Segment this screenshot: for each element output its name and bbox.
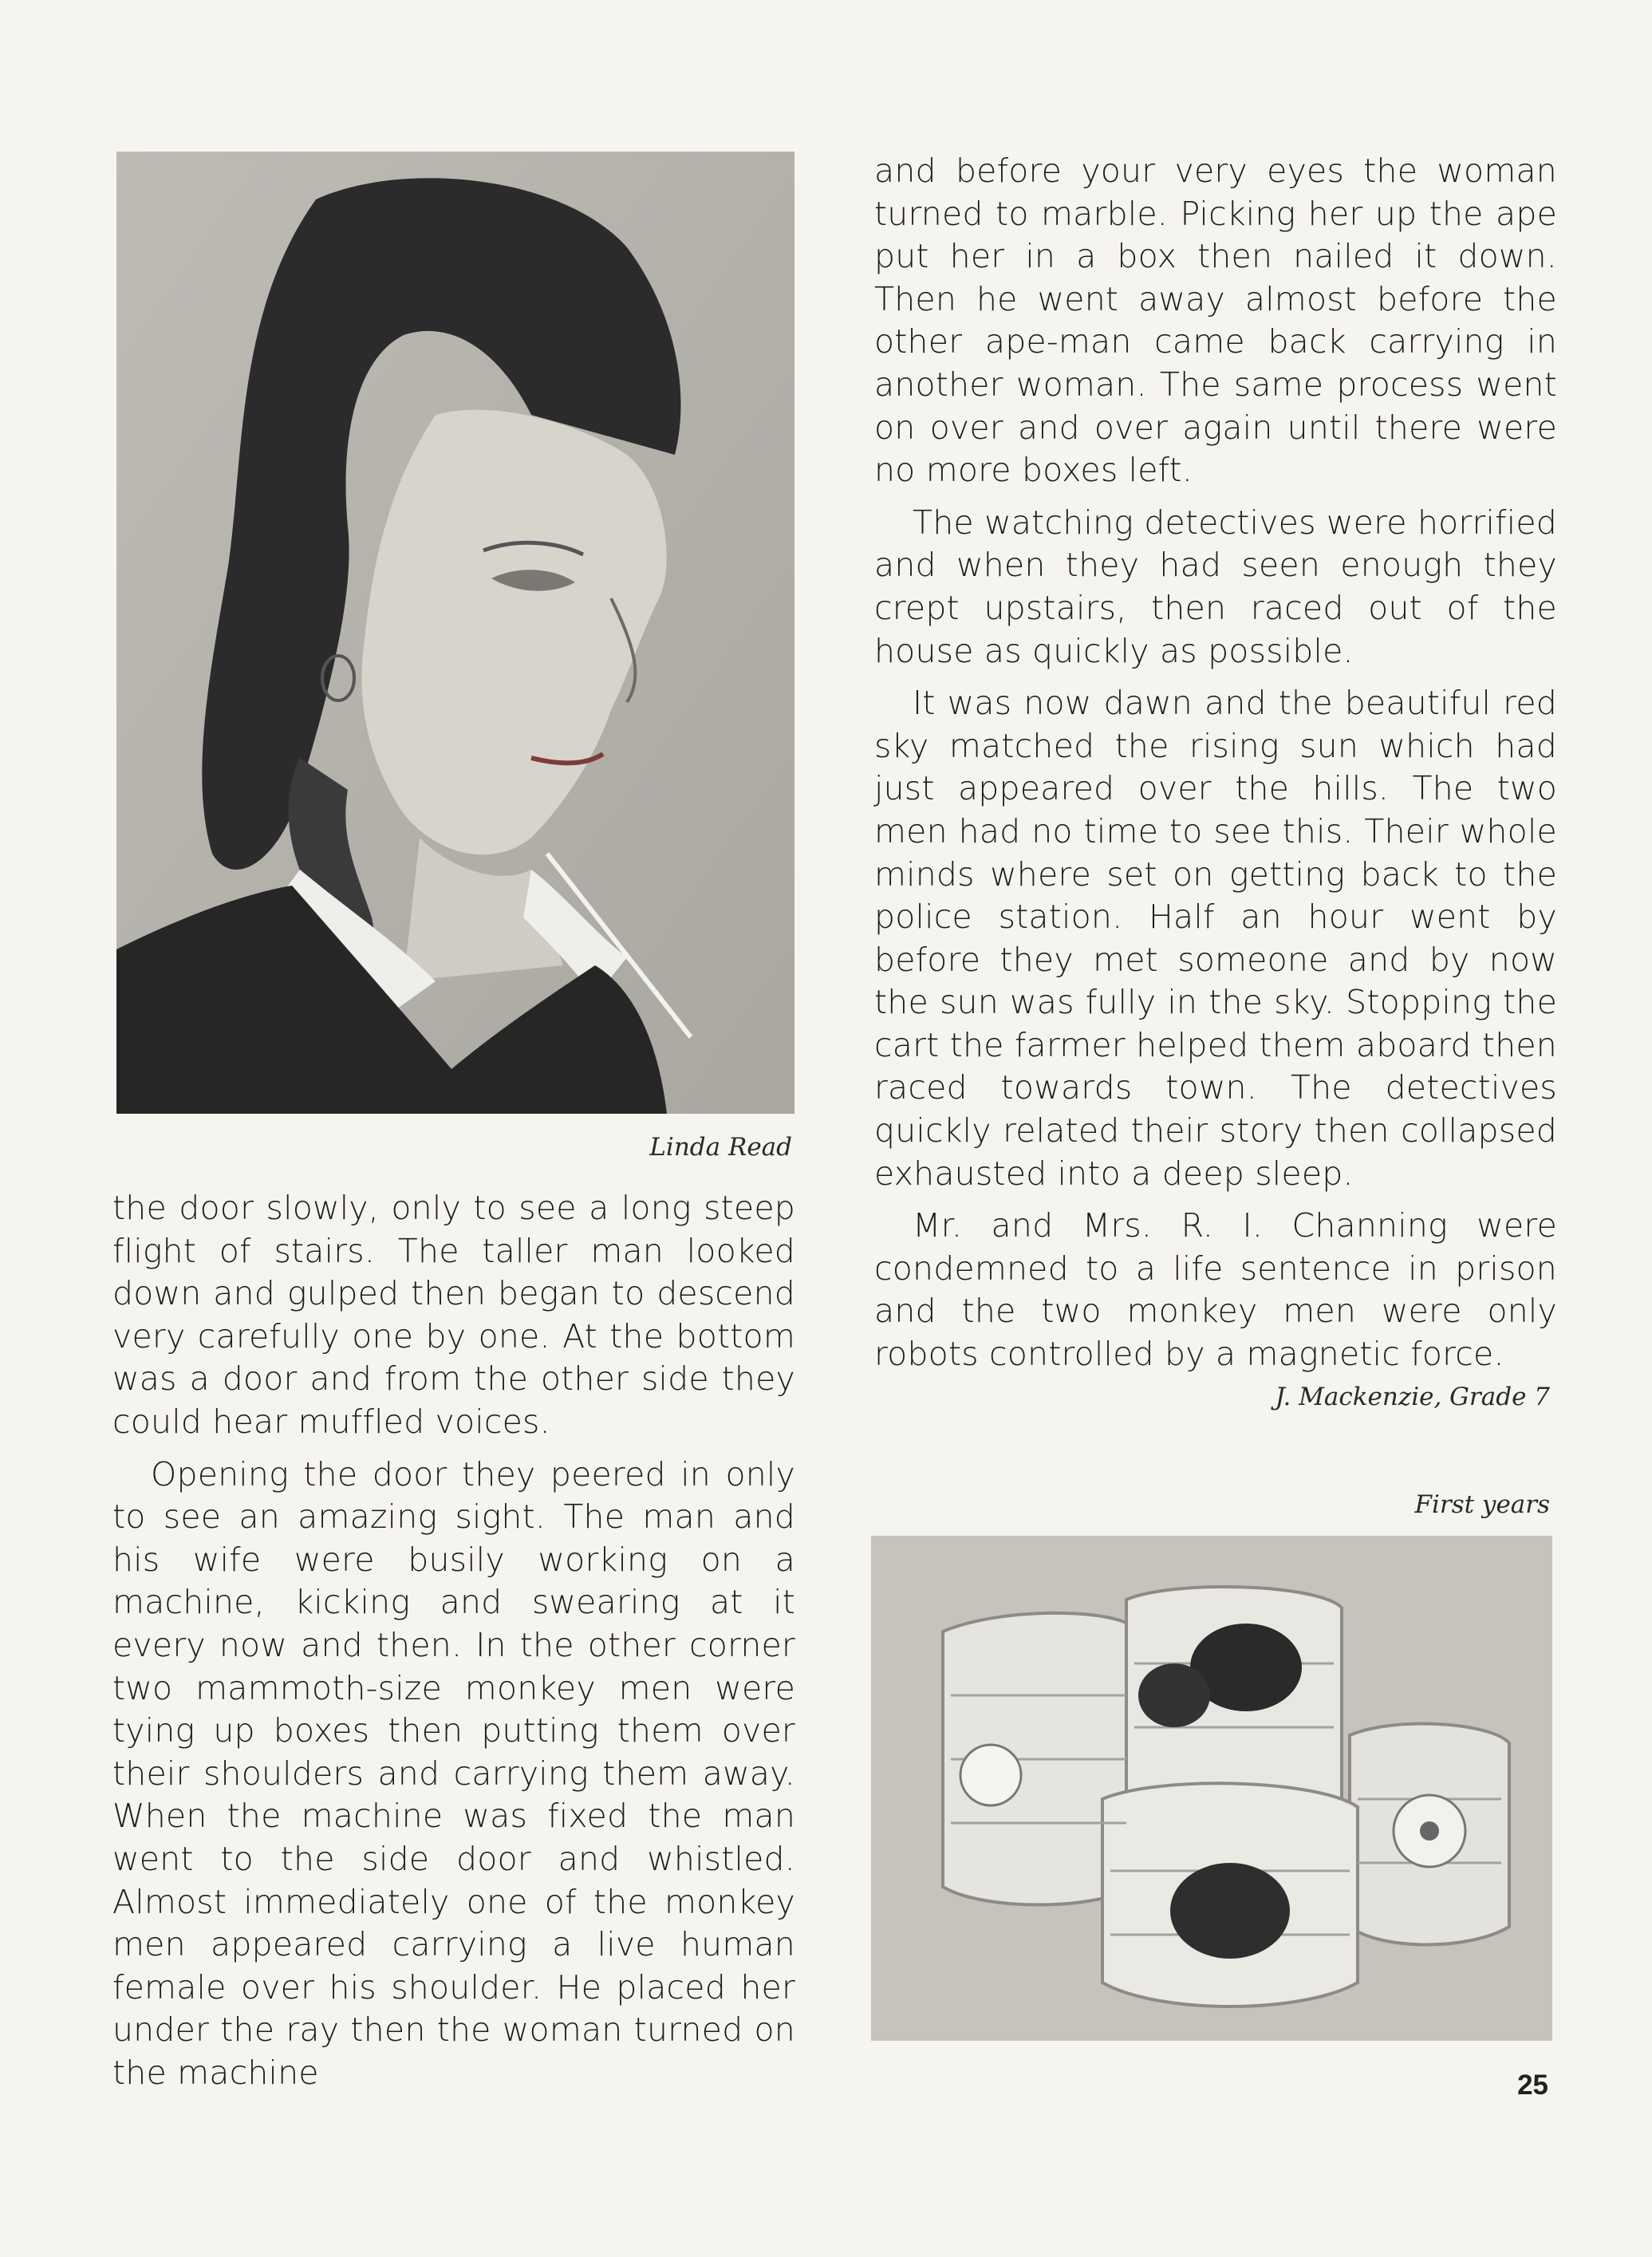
left-paragraph-1: the door slowly, only to see a long steep flight of stairs. The taller man looked down and gulped then began to descend very carefully one by one. At the bottom was a door and from the other side they could hear muffled voices.	[112, 1189, 795, 1441]
page-number: 25	[1517, 2070, 1548, 2101]
right-paragraph-1: and before your very eyes the woman turned to marble. Picking her up the ape put her in a box then nailed it down. Then he went away almost before the other ape-man came back carrying in another woman. The same process went on over and over again until there were no more boxes left.	[874, 152, 1557, 490]
right-paragraph-2: The watching detectives were horrified and when they had seen enough they crept upstairs, then raced out of the house as quickly as possible.	[874, 503, 1557, 670]
left-column-text	[112, 1187, 795, 2094]
baskets-caption: First years	[1414, 1490, 1550, 1519]
portrait-credit-caption: Linda Read	[649, 1133, 792, 1162]
right-paragraph-3: It was now dawn and the beautiful red sky matched the rising sun which had just appeared over the hills. The two men had no time to see this. Their whole minds where set on getting back to the police station. Half an hour went by before they met someone and by now the sun was fully in the sky. Stopping the cart the farmer helped them aboard then raced towards town. The detectives quickly related their story then collapsed exhausted into a deep sleep.	[874, 684, 1557, 1193]
right-paragraph-4: Mr. and Mrs. R. I. Channing were condemned to a life sentence in prison and the two monkey men were only robots controlled by a magnetic force.	[874, 1206, 1557, 1374]
right-column-text	[874, 150, 1557, 1376]
story-author-caption: J. Mackenzie, Grade 7	[1275, 1383, 1550, 1411]
left-paragraph-2: Opening the door they peered in only to see an amazing sight. The man and his wife were busily working on a machine, kicking and swearing at it every now and then. In the other corner two mammoth-size monkey men were tying up boxes then putting them over their shoulders and carrying them away. When the machine was fixed the man went to the side door and whistled. Almost immediately one of the monkey men appeared carrying a live human female over his shoulder. He placed her under the ray then the woman turned on the machine	[112, 1454, 795, 2092]
portrait-illustration	[116, 152, 794, 1114]
woven-baskets-illustration	[871, 1536, 1552, 2041]
baskets-photo	[871, 1536, 1552, 2041]
portrait-drawing	[116, 152, 794, 1114]
